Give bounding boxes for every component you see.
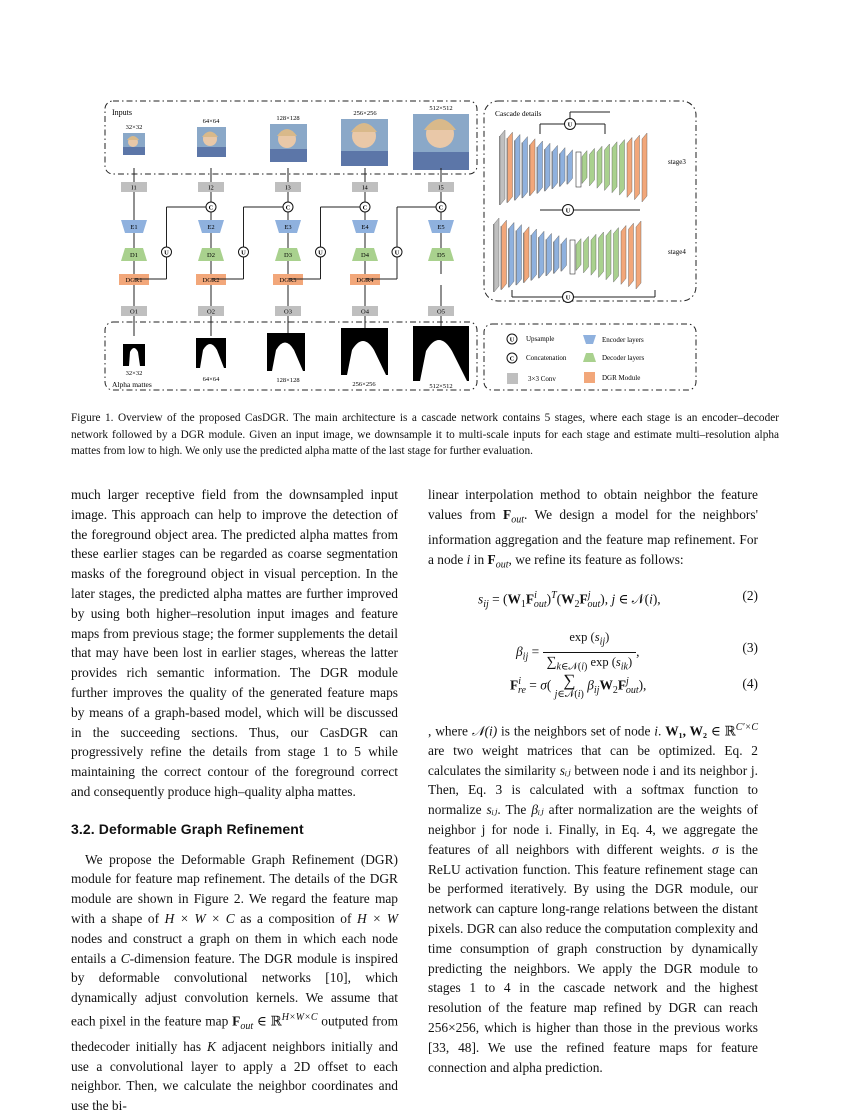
decoder-label-1: D1 xyxy=(130,252,138,259)
math-in: ∈ ℝ xyxy=(253,1013,282,1029)
output-size-5: 512×512 xyxy=(429,383,453,390)
concat-node-2-symbol: C xyxy=(208,204,214,212)
math-sigma: σ xyxy=(711,841,719,857)
left-paragraph-1: much larger receptive field from the downsampled input image. This approach can help to improve the detection of the foreground object area. The predicted alpha mattes from these earlier stages can be regarded as coarse segmentation masks of the foreground object in visual perception. In the later stages, the predicted alpha mattes are further improved by using both higher–resolution input images and feature maps from previous stage; the former supplements the detail that may have been lost in earlier stages, whereas the latter provides rich semantic information. The DGR module further improves the quality of the generated feature maps by means of a graph-based model, which will be discussed in the succeeding sections. Thus, our CasDGR can progressively refine the details from stage 1 to 5 while maintaining the correct contour of the foreground correct and consequently produce high–quality alpha mattes. xyxy=(71,487,398,799)
math-w: W₁, W₂ xyxy=(665,723,707,738)
encoder-label-4: E4 xyxy=(361,224,369,231)
upsample-node-3-symbol: U xyxy=(241,249,246,257)
math-hw: H × W xyxy=(357,910,398,926)
text-run: adjacent neighbors initially and use a convolutional layer to apply a 2D offset to each neighbor. Then, we calculate the neighbor coordinates and use the bi- xyxy=(71,1038,398,1114)
stage4-decoder-slab xyxy=(636,221,641,289)
text-run: are two weight matrices that can be optimized. Eq. 2 calculates the similarity xyxy=(428,742,758,778)
alpha-title: Alpha mattes xyxy=(112,380,152,389)
right-column xyxy=(428,485,758,1077)
legend-decoder-swatch xyxy=(583,353,596,362)
text-run: in xyxy=(470,552,488,568)
text-run: We propose the Deformable Graph Refinement (DGR) module for feature map refinement. The details of the DGR module are shown in Figure 2. We regard the feature map with a shape of xyxy=(71,851,398,926)
stage4-encoder-slab xyxy=(539,231,544,278)
math-sup: C′×C xyxy=(735,721,758,733)
stage4-slab-edge xyxy=(546,239,547,276)
stage4-encoder-slab xyxy=(524,227,529,283)
math-f: F xyxy=(487,552,496,568)
text-run: between node i and its neighbor j. Then, Eq. 3 is calculated with a softmax function to normalize xyxy=(428,762,758,818)
stage4-slab-edge xyxy=(538,237,539,278)
input-label-5: I5 xyxy=(438,184,444,192)
stage4-slab-edge xyxy=(531,235,532,281)
dgr-label-4: DGR4 xyxy=(356,277,374,284)
stage4-decoder-slab xyxy=(606,230,611,280)
stage4-bottleneck xyxy=(570,240,575,274)
equation-3-number: (3) xyxy=(742,639,758,655)
input-image-2 xyxy=(197,118,226,157)
stage3-decoder-slab xyxy=(612,142,617,193)
math-beta: βᵢⱼ xyxy=(531,802,544,818)
text-run: . We design a model for the neighbors' information aggregation and the feature map refinement. For a node xyxy=(428,506,758,568)
input-label-1: I1 xyxy=(131,184,137,192)
stage4-encoder-slab xyxy=(547,233,552,276)
output-size-3: 128×128 xyxy=(276,377,300,384)
right-paragraph-2 xyxy=(428,718,758,1078)
input-image-5 xyxy=(413,105,469,170)
stage4-slab-edge xyxy=(523,233,524,283)
cascade-upsample-mid-symbol: U xyxy=(565,207,571,215)
text-run: outputed from thedecoder initially has xyxy=(71,1013,398,1054)
text-run: . xyxy=(658,723,666,738)
text-run: -dimension feature. The DGR module is inspired by deformable convolutional networks [10], which dynamically adjust convolution kernels. We assume that each pixel in the feature map xyxy=(71,950,399,1029)
encoder-label-5: E5 xyxy=(437,224,445,231)
stage3-slab-edge xyxy=(514,140,515,200)
input-size-5: 512×512 xyxy=(429,105,453,112)
stage4-slab-edge xyxy=(561,244,562,271)
text-run: is the ReLU activation function. This feature refinement stage can be performed iteratively. By using the DGR module, our network can capture long-range relations between the distant pixels. DGR can also reduce the computation complexity and time consumption of graph construction by dynamically predicting the neighbors. We apply the DGR module to stages 1 to 4 in the cascade network and the highest resolution of the feature map refined by DGR can reach 256×256, which is higher than those in the previous works [33, 48]. We use the refined feature maps for feature connection and alpha prediction. xyxy=(428,841,758,1075)
math-i: i xyxy=(466,552,471,568)
text-run: is the neighbors set of node xyxy=(497,723,655,738)
stage3-encoder-slab xyxy=(515,134,520,200)
encoder-label-3: E3 xyxy=(284,224,292,231)
stage3-slab-edge xyxy=(559,154,560,187)
input-size-4: 256×256 xyxy=(353,110,377,117)
cascade-upsample-top-symbol: U xyxy=(567,121,573,129)
math-f: F xyxy=(503,506,512,522)
stage4-encoder-slab xyxy=(562,238,567,271)
concat-node-4-symbol: C xyxy=(362,204,368,212)
output-size-4: 256×256 xyxy=(352,381,376,388)
legend-conv: 3×3 Conv xyxy=(528,375,556,383)
equation-3 xyxy=(428,616,758,673)
stage4-decoder-slab xyxy=(629,223,634,287)
upsample-node-4-symbol: U xyxy=(318,249,323,257)
stage3-decoder-slab xyxy=(635,135,640,200)
stage4-encoder-slab xyxy=(494,218,499,292)
stage3-bottleneck xyxy=(576,152,581,187)
output-label-2: O2 xyxy=(207,308,215,316)
output-size-1: 32×32 xyxy=(125,370,143,377)
text-run: as a composition of xyxy=(234,910,357,926)
figure-1-diagram xyxy=(0,0,850,400)
upsample-node-5-symbol: U xyxy=(394,249,400,257)
legend-encoder: Encoder layers xyxy=(602,336,644,344)
equation-3-body: $\beta_{ij}$ = $\frac{\exp (s_{ij})}{\sum_{k\in 𝒩(i)} \exp (s_{ik})}$ , xyxy=(516,629,640,673)
inputs-title: Inputs xyxy=(112,108,132,117)
stage4-decoder-slab xyxy=(614,228,619,283)
input-image-1 xyxy=(123,124,145,155)
legend-conv-swatch xyxy=(507,373,518,384)
upsample-node-2-symbol: U xyxy=(164,249,169,257)
stage4-decoder-slab xyxy=(621,225,626,284)
stage4-slab-edge xyxy=(493,224,494,292)
input-label-3: I3 xyxy=(285,184,291,192)
input-label-4: I4 xyxy=(362,184,368,192)
math-in: ∈ ℝ xyxy=(706,723,736,738)
output-label-4: O4 xyxy=(361,308,369,316)
stage3-encoder-slab xyxy=(568,150,573,185)
encoder-label-2: E2 xyxy=(207,224,215,231)
input-label-2: I2 xyxy=(208,184,214,192)
text-run: , we refine its feature as follows: xyxy=(508,552,684,568)
stage4-decoder-slab xyxy=(576,239,581,271)
input-image-3 xyxy=(270,115,307,162)
equation-2-body: $s_{ij} = (W_1F^i_{out})^T(W_2F^j_{out})$, j ∈ 𝒩(i), xyxy=(478,589,661,610)
dgr-label-2: DGR2 xyxy=(202,277,220,284)
alpha-matte-4 xyxy=(341,328,388,388)
stage3-encoder-slab xyxy=(560,148,565,187)
text-run: , where xyxy=(428,723,472,738)
stage4-slab-edge xyxy=(516,231,517,286)
math-sub-out: out xyxy=(495,559,509,571)
decoder-label-3: D3 xyxy=(284,252,292,259)
stage3-decoder-slab xyxy=(620,140,625,196)
text-run: . The xyxy=(497,802,532,818)
stage3-label: stage3 xyxy=(668,158,686,166)
cascade-title: Cascade details xyxy=(495,109,542,118)
equation-2-number: (2) xyxy=(742,587,758,603)
dgr-label-3: DGR3 xyxy=(279,277,297,284)
legend-encoder-swatch xyxy=(583,335,596,344)
stage4-encoder-slab xyxy=(532,229,537,281)
decoder-label-2: D2 xyxy=(207,252,215,259)
stage4-encoder-slab xyxy=(554,236,559,274)
stage4-slab-edge xyxy=(553,242,554,274)
input-size-2: 64×64 xyxy=(202,118,220,125)
stage4-encoder-slab xyxy=(517,225,522,286)
stage3-encoder-slab xyxy=(538,141,543,194)
alpha-matte-2 xyxy=(196,338,226,383)
math-sub-out: out xyxy=(511,514,525,526)
legend-dgr: DGR Module xyxy=(602,374,641,382)
equation-2 xyxy=(428,576,758,616)
stage3-decoder-slab xyxy=(597,146,602,188)
stage3-decoder-slab xyxy=(582,151,587,184)
stage3-slab-edge xyxy=(499,136,500,205)
input-size-3: 128×128 xyxy=(276,115,300,122)
stage4-decoder-slab xyxy=(599,232,604,278)
decoder-label-4: D4 xyxy=(361,252,369,259)
stage3-slab-edge xyxy=(537,147,538,194)
concat-node-3-symbol: C xyxy=(285,204,291,212)
stage-columns xyxy=(119,168,454,336)
stage3-decoder-slab xyxy=(642,133,647,202)
stage3-encoder-slab xyxy=(530,139,535,196)
stage3-encoder-slab xyxy=(545,143,550,191)
math-k: K xyxy=(206,1038,216,1054)
right-paragraph-1 xyxy=(428,485,758,576)
stage3-slab-edge xyxy=(529,145,530,196)
math-c: C xyxy=(120,950,130,966)
stage3-decoder-slab xyxy=(590,148,595,186)
math-sij: sᵢⱼ xyxy=(559,762,571,778)
dgr-label-1: DGR1 xyxy=(125,277,143,284)
math-f: F xyxy=(232,1013,241,1029)
cascade-detail-diagram xyxy=(493,112,655,303)
stage3-decoder-slab xyxy=(627,137,632,197)
equation-4-body: $F^i_{re} = \sigma$( ∑ j∈𝒩(i) $\beta_{ij}W_2F^j_{out}$), xyxy=(510,670,647,700)
math-sup: H×W×C xyxy=(281,1011,318,1023)
stage3-slab-edge xyxy=(552,151,553,189)
cascade-upsample-bottom-symbol: U xyxy=(565,294,571,302)
stage3-slab-edge xyxy=(507,138,508,203)
stage4-decoder-slab xyxy=(584,236,589,273)
input-size-1: 32×32 xyxy=(125,124,143,131)
left-column xyxy=(71,485,398,1116)
stage4-slab-edge xyxy=(508,228,509,287)
concat-node-5-symbol: C xyxy=(438,204,444,212)
stage3-encoder-slab xyxy=(508,132,513,203)
alpha-matte-5 xyxy=(413,326,469,390)
text-run: linear interpolation method to obtain neighbor the feature values from xyxy=(428,487,758,522)
decoder-label-5: D5 xyxy=(437,252,445,259)
encoder-label-1: E1 xyxy=(130,224,138,231)
math-i: i xyxy=(654,723,659,738)
stage3-decoder-slab xyxy=(605,144,610,191)
output-label-5: O5 xyxy=(437,308,445,316)
legend xyxy=(507,334,644,384)
legend-decoder: Decoder layers xyxy=(602,354,645,362)
math-sij: sᵢⱼ xyxy=(486,802,498,818)
legend-concatenation: Concatenation xyxy=(526,354,567,362)
legend-concat-symbol: C xyxy=(509,355,515,363)
stage3-encoder-slab xyxy=(523,137,528,199)
stage3-encoder-slab xyxy=(500,130,505,205)
output-label-3: O3 xyxy=(284,308,292,316)
output-size-2: 64×64 xyxy=(202,376,220,383)
section-heading: 3.2. Deformable Graph Refinement xyxy=(71,820,304,837)
legend-dgr-swatch xyxy=(584,372,595,383)
stage3-slab-edge xyxy=(522,143,523,199)
stage4-encoder-slab xyxy=(502,220,507,290)
alpha-matte-1 xyxy=(123,344,145,377)
equation-4 xyxy=(428,666,758,718)
stage4-slab-edge xyxy=(501,226,502,290)
stage3-slab-edge xyxy=(544,149,545,191)
text-run: after normalization are the weights of neighbor j for node i. Finally, in Eq. 4, we aggregate the features of all neighbors with different weights. xyxy=(428,802,758,857)
legend-upsample-symbol: U xyxy=(509,336,515,344)
stage4-label: stage4 xyxy=(668,248,686,256)
input-image-4 xyxy=(341,110,388,166)
stage4-decoder-slab xyxy=(591,234,596,275)
equation-4-number: (4) xyxy=(742,675,758,691)
figure-caption: Figure 1. Overview of the proposed CasDGR. The main architecture is a cascade network contains 5 stages, where each stage is an encoder–decoder network followed by a DGR module. Given an input image, we downsample it to multi-scale inputs for each stage and estimate multi–resolution alpha mattes from low to high. We only use the predicted alpha matte of the last stage for further evaluation. xyxy=(71,412,779,457)
legend-upsample: Upsample xyxy=(526,335,555,343)
left-paragraph-2 xyxy=(71,850,398,1116)
stage3-slab-edge xyxy=(567,156,568,185)
stage3-encoder-slab xyxy=(553,145,558,189)
text-run: nodes and construct a graph on them in which each node entails a xyxy=(71,930,398,966)
output-label-1: O1 xyxy=(130,308,138,316)
stage4-encoder-slab xyxy=(509,222,514,287)
math-hwc: H × W × C xyxy=(164,910,235,926)
alpha-matte-3 xyxy=(267,333,305,384)
math-ni: 𝒩(i) xyxy=(471,723,498,738)
math-sub-out: out xyxy=(240,1021,254,1033)
